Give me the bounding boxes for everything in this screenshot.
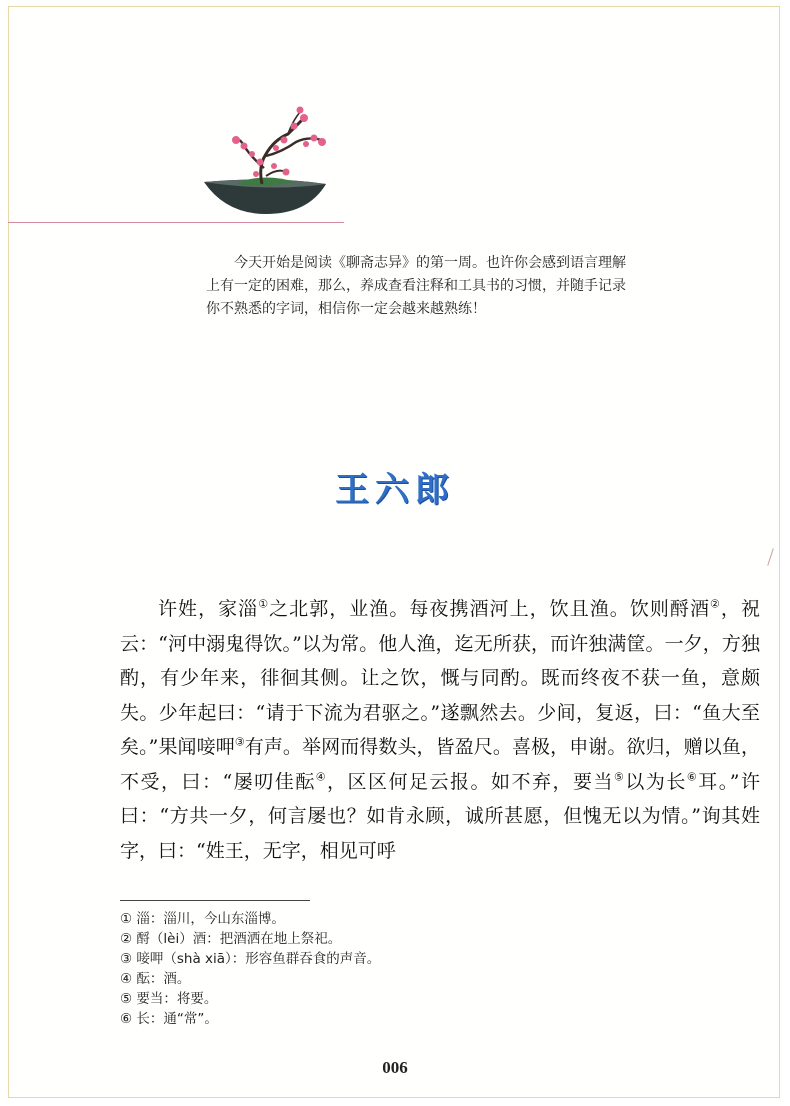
footnote-ref: ⑤ — [614, 770, 626, 784]
text-segment: ，祝云：“河中溺鬼得饮。”以为常。他人渔，迄无所获，而许独满筐。一夕，方独酌，有少年来，徘徊其侧。让之饮，慨与同酌。既而终夜不获一鱼，意颇失。少年起曰：“请于下流为君驱之。”遂飘然去。少间，复返，曰：“鱼大至矣。”果闻唼呷 — [120, 598, 760, 758]
footnote: ① 淄：淄川，今山东淄博。 — [120, 911, 285, 927]
footnote: ⑤ 要当：将要。 — [120, 991, 218, 1007]
footnote: ④ 酝：酒。 — [120, 971, 191, 987]
intro-paragraph — [206, 252, 676, 321]
intro-line: 你不熟悉的字词，相信你一定会越来越熟练！ — [206, 301, 486, 317]
text-segment: 之北郭，业渔。每夜携酒河上，饮且渔。饮则酹酒 — [269, 598, 710, 620]
text-segment: 耳。”许曰：“方共一夕，何言屡也？如肯永顾，诚所甚愿，但愧无以为情。”询其姓字，曰：“姓王，无字，相见可呼 — [120, 770, 760, 862]
footnote-ref: ③ — [234, 735, 245, 749]
footnote-rule — [120, 900, 310, 901]
intro-line: 上有一定的困难，那么，养成查看注释和工具书的习惯，并随手记录 — [206, 278, 626, 294]
footnote-ref: ② — [710, 597, 721, 611]
main-text — [120, 592, 760, 868]
plum-blossom-bonsai-icon — [196, 96, 346, 224]
text-segment: 许姓，家淄 — [158, 598, 259, 620]
footnote: ⑥ 长：通“常”。 — [120, 1011, 218, 1027]
decorative-rule — [8, 222, 344, 223]
footnote-ref: ⑥ — [686, 770, 699, 784]
page-number: 006 — [382, 1058, 408, 1077]
chapter-title: 王六郎 — [335, 470, 455, 510]
intro-line: 今天开始是阅读《聊斋志异》的第一周。也许你会感到语言理解 — [234, 255, 626, 271]
footnote: ② 酹（lèi）酒：把酒洒在地上祭祀。 — [120, 931, 342, 947]
text-segment: 有声。举网而得数头，皆盈尺。喜极，申谢。欲归，赠以鱼，不受，曰：“屡叨佳酝 — [120, 736, 760, 793]
footnote-ref: ④ — [315, 770, 328, 784]
footnote: ③ 唼呷（shà xiā）：形容鱼群吞食的声音。 — [120, 951, 381, 967]
text-segment: ，区区何足云报。如不弃，要当 — [327, 770, 615, 793]
footnotes — [120, 909, 740, 1029]
text-segment: 以为长 — [625, 770, 687, 793]
footnote-ref: ① — [258, 597, 270, 611]
